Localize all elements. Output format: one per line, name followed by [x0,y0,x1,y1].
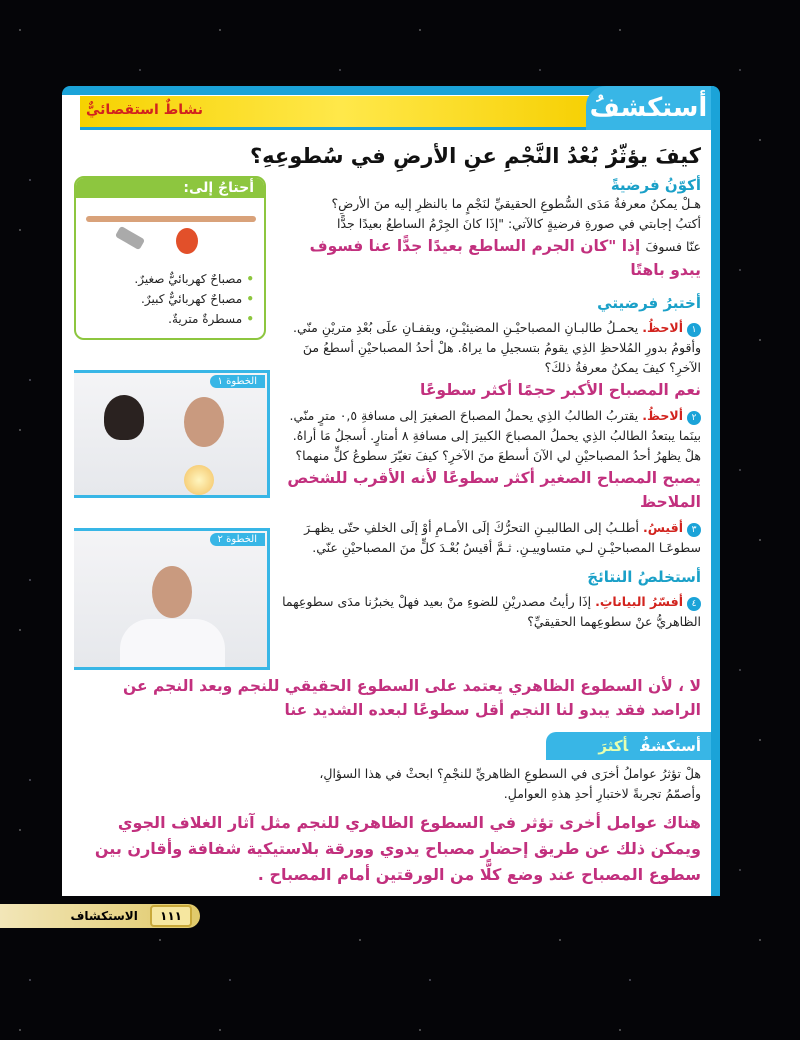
answer-step2 [282,466,701,514]
step-label: ألاحظُ. [642,408,683,423]
hypothesis-completion [282,234,701,282]
step1-photo [74,370,270,498]
answer-step1: نعم المصباح الأكبر حجمًا أكثر سطوعًا [420,381,701,399]
materials-heading: أحتاجُ إلى: [76,178,264,198]
step-text: أطلـبُ إلى الطالبيـنِ التحرُّكَ إلَى الأمـامِ أوْ إلَى الخلفِ حتّى يظهـرَ سطوعَـا المصباحيْـنِ لـي متساوييـنِ. ثـمَّ أقيسُ بُعْـدَ كلٍّ منَ المصباحيْنِ عنّي. [304,520,701,555]
explore-more-line: وأصمّمُ تجربةً لاختبارِ أحدِ هذهِ العواملِ. [503,786,701,801]
step-number: ١ [687,323,701,337]
answer-line: ويمكن ذلك عن طريق إحضار مصباح يدوي وورقة بلاستيكية شفافة وأقارن [127,839,701,858]
step2-photo [74,528,270,670]
step-4 [282,592,701,632]
step-number: ٤ [687,597,701,611]
step1-badge: الخطوة ١ [210,375,265,388]
explore-more-tab [546,732,711,760]
hypothesis-text: هـلْ يمكنُ معرفةُ مَدَى السُّطوعِ الحقيقيِّ لنَجْمٍ ما بالنظرِ إليه منَ الأرضِ؟ [331,196,701,211]
answer-line: هناك عوامل أخرى تؤثر في السطوع الظاهري للنجم مثل آثار الغلاف الجوي [117,813,701,832]
answer-line: لأنه الأقرب للشخص الملاحظ [287,469,701,511]
material-item: • مصباحٌ كهربائيٌّ صغيرٌ. [86,272,254,286]
page-number: ١١١ [150,905,192,927]
hypothesis-text: عنّا فسوفَ [645,239,701,254]
answer-line: سطوعًا لبعده الشديد عنا [284,701,470,719]
page-title: كيفَ يؤثّرُ بُعْدُ النَّجْمِ عنِ الأرضِ في سُطوعِهِ؟ [249,144,701,168]
step-text: يقتربُ الطالبُ الذِي يحملُ المصباحَ الصغيرَ إلى مسافةِ ٠,٥ مترٍ منّي. بينَما يبتعدُ الطالبُ الذِي يحملُ المصباحَ الكبيرَ إلى مسافةِ ٨ أمتارٍ. أسجلُ مَا أراهُ. هلْ يظهرُ أحدُ المصباحيْنِ لي الآنَ أسطعَ منَ الآخرِ؟ كيفَ تغيّرَ سطوعُ كلٍّ منهما؟ [289,408,701,463]
answer-line: بين سطوع المصباح عند وضع كلًّا من الورقتين أمام المصباح . [94,839,701,884]
answer-explore-more [74,810,701,888]
step-text: يحمـلُ طالبـانِ المصباحيْـنِ المضيئيْـنِ، ويقفـانِ علَى بُعْدِ متريْنِ منّي. وأقومُ بدورِ المُلاحظِ الذِي يقومُ بتسجيلِ ما يراهُ. هلْ أحدُ المصباحيْنِ أسطعُ منَ الآخرِ؟ كيفَ يمكنُ معرفةُ ذلكَ؟ [292,320,701,375]
page-footer [0,904,200,928]
explore-more-label: أستكشفُ [640,737,701,755]
left-column [74,176,270,670]
material-item: • مسطرةٌ متريةٌ. [86,312,254,326]
conclude-heading: أستخلصُ النتائجَ [587,568,701,586]
explore-more-line: هلْ تؤثرُ عواملُ أخرَى في السطوعِ الظاهريِّ للنجْمِ؟ ابحثْ في هذا السؤالِ، [319,766,701,781]
step-label: أفسّرُ البياناتِ. [595,594,683,609]
step-number: ٣ [687,523,701,537]
step-label: أقيسُ. [643,520,683,535]
hypothesis-text: أكتبُ إجابتي في صورةِ فرضيةٍ كالآتي: "إذَا كانَ الجِرْمُ الساطعُ بعيدًا جدًّا [337,216,701,231]
materials-box [74,176,266,340]
explore-tab: أستكشفُ [586,86,711,130]
activity-type: نشاطٌ استقصائيٌّ [86,102,204,118]
step-label: ألاحظُ. [642,320,683,335]
answer-line: يصبح المصباح الصغير أكثر سطوعًا [442,469,701,487]
step-3 [282,518,701,558]
answer-line: لا ، لأن السطوع الظاهري يعتمد على السطوع الحقيقي [284,677,701,695]
section-name: الاستكشاف [70,909,138,923]
hypothesis-heading: أكوّنُ فرضيةً [610,176,701,194]
explore-more-text [74,764,701,804]
right-column [282,176,701,632]
step-text: إذَا رأيتُ مصدريْنِ للضوءِ منْ بعيد فهلْ يخبرُنا مدَى سطوعِهما الظاهريُّ عنْ سطوعِهما الحقيقيِّ؟ [282,594,701,629]
explore-more-label2: أكثرَ [598,737,629,755]
test-heading: أختبرُ فرضيتي [597,294,701,312]
answer-line: للنجم وبعد النجم عن الراصد فقد يبدو لنا النجم أقل [123,677,701,719]
material-item: • مصباحٌ كهربائيٌّ كبيرٌ. [86,292,254,306]
header [74,86,708,130]
answer-step4 [74,674,701,722]
activity-card [62,86,720,896]
step-number: ٢ [687,411,701,425]
hypothesis-answer: إذا "كان الجرم الساطع بعيدًا جدًّا عنا فسوف يبدو باهتًا [309,237,701,279]
step-2 [282,406,701,466]
step2-badge: الخطوة ٢ [210,533,265,546]
step-1 [282,318,701,378]
materials-image [76,198,264,260]
